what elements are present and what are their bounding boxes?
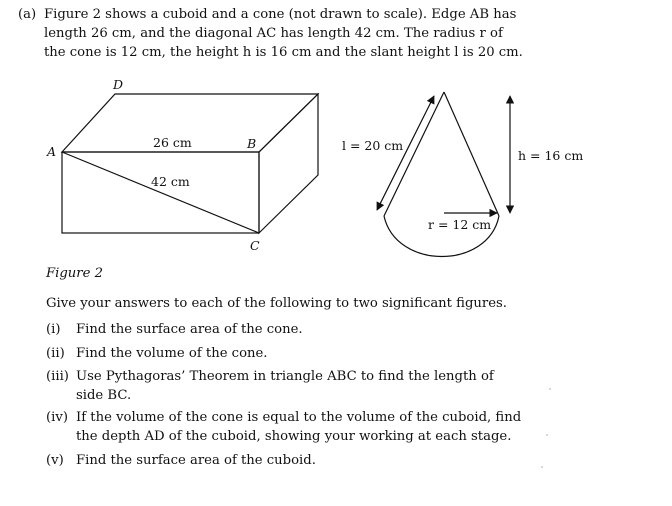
- question-number: (iii): [46, 369, 69, 384]
- cone-diagram: [377, 92, 510, 257]
- question-text: [76, 344, 516, 363]
- question-line: Find the volume of the cone.: [76, 346, 268, 361]
- diagonal-ac-label: 42 cm: [151, 174, 190, 189]
- diagonal-ac: [62, 152, 259, 233]
- question-line: Find the surface area of the cone.: [76, 322, 303, 337]
- intro-line: the cone is 12 cm, the height h is 16 cm and the slant height l is 20 cm.: [44, 45, 523, 60]
- cuboid-front-face: [62, 152, 259, 233]
- cone-slant-right: [444, 92, 499, 216]
- cuboid-side-face: [259, 94, 318, 233]
- vertex-label-d: D: [113, 77, 124, 92]
- question-number: (v): [46, 453, 64, 468]
- question-number: (ii): [46, 346, 65, 361]
- question-line: side BC.: [76, 388, 132, 403]
- question-text: [76, 320, 516, 339]
- cuboid-top-face: [62, 94, 318, 152]
- radius-label: r = 12 cm: [428, 217, 492, 232]
- cone-slant-left: [384, 92, 444, 216]
- vertex-label-c: C: [250, 238, 260, 253]
- scan-speck: [541, 466, 543, 468]
- question-number: (iv): [46, 410, 68, 425]
- vertex-label-a: A: [47, 144, 57, 159]
- question-text: [76, 367, 516, 405]
- slant-height-arrow: [377, 96, 434, 210]
- edge-ab-label: 26 cm: [153, 135, 192, 150]
- instruction-text: Give your answers to each of the following to two significant figures.: [46, 296, 507, 311]
- intro-text: [44, 5, 524, 62]
- question-text: [76, 451, 516, 470]
- figure-caption: Figure 2: [46, 266, 103, 281]
- vertex-label-b: B: [247, 136, 257, 151]
- question-line: Find the surface area of the cuboid.: [76, 453, 316, 468]
- scan-speck: [549, 388, 551, 390]
- scan-speck: [546, 434, 548, 436]
- question-line: Use Pythagoras’ Theorem in triangle ABC to find the length of: [76, 369, 494, 384]
- intro-line: length 26 cm, and the diagonal AC has length 42 cm. The radius r of: [44, 26, 503, 41]
- intro-line: Figure 2 shows a cuboid and a cone (not drawn to scale). Edge AB has: [44, 7, 517, 22]
- cone-base-arc: [384, 216, 499, 257]
- question-line: the depth AD of the cuboid, showing your working at each stage.: [76, 429, 512, 444]
- cuboid-diagram: [62, 94, 318, 233]
- slant-height-label: l = 20 cm: [342, 138, 404, 153]
- part-label: (a): [18, 7, 37, 22]
- question-number: (i): [46, 322, 61, 337]
- height-label: h = 16 cm: [518, 148, 584, 163]
- question-line: If the volume of the cone is equal to the volume of the cuboid, find: [76, 410, 522, 425]
- question-text: [76, 408, 522, 446]
